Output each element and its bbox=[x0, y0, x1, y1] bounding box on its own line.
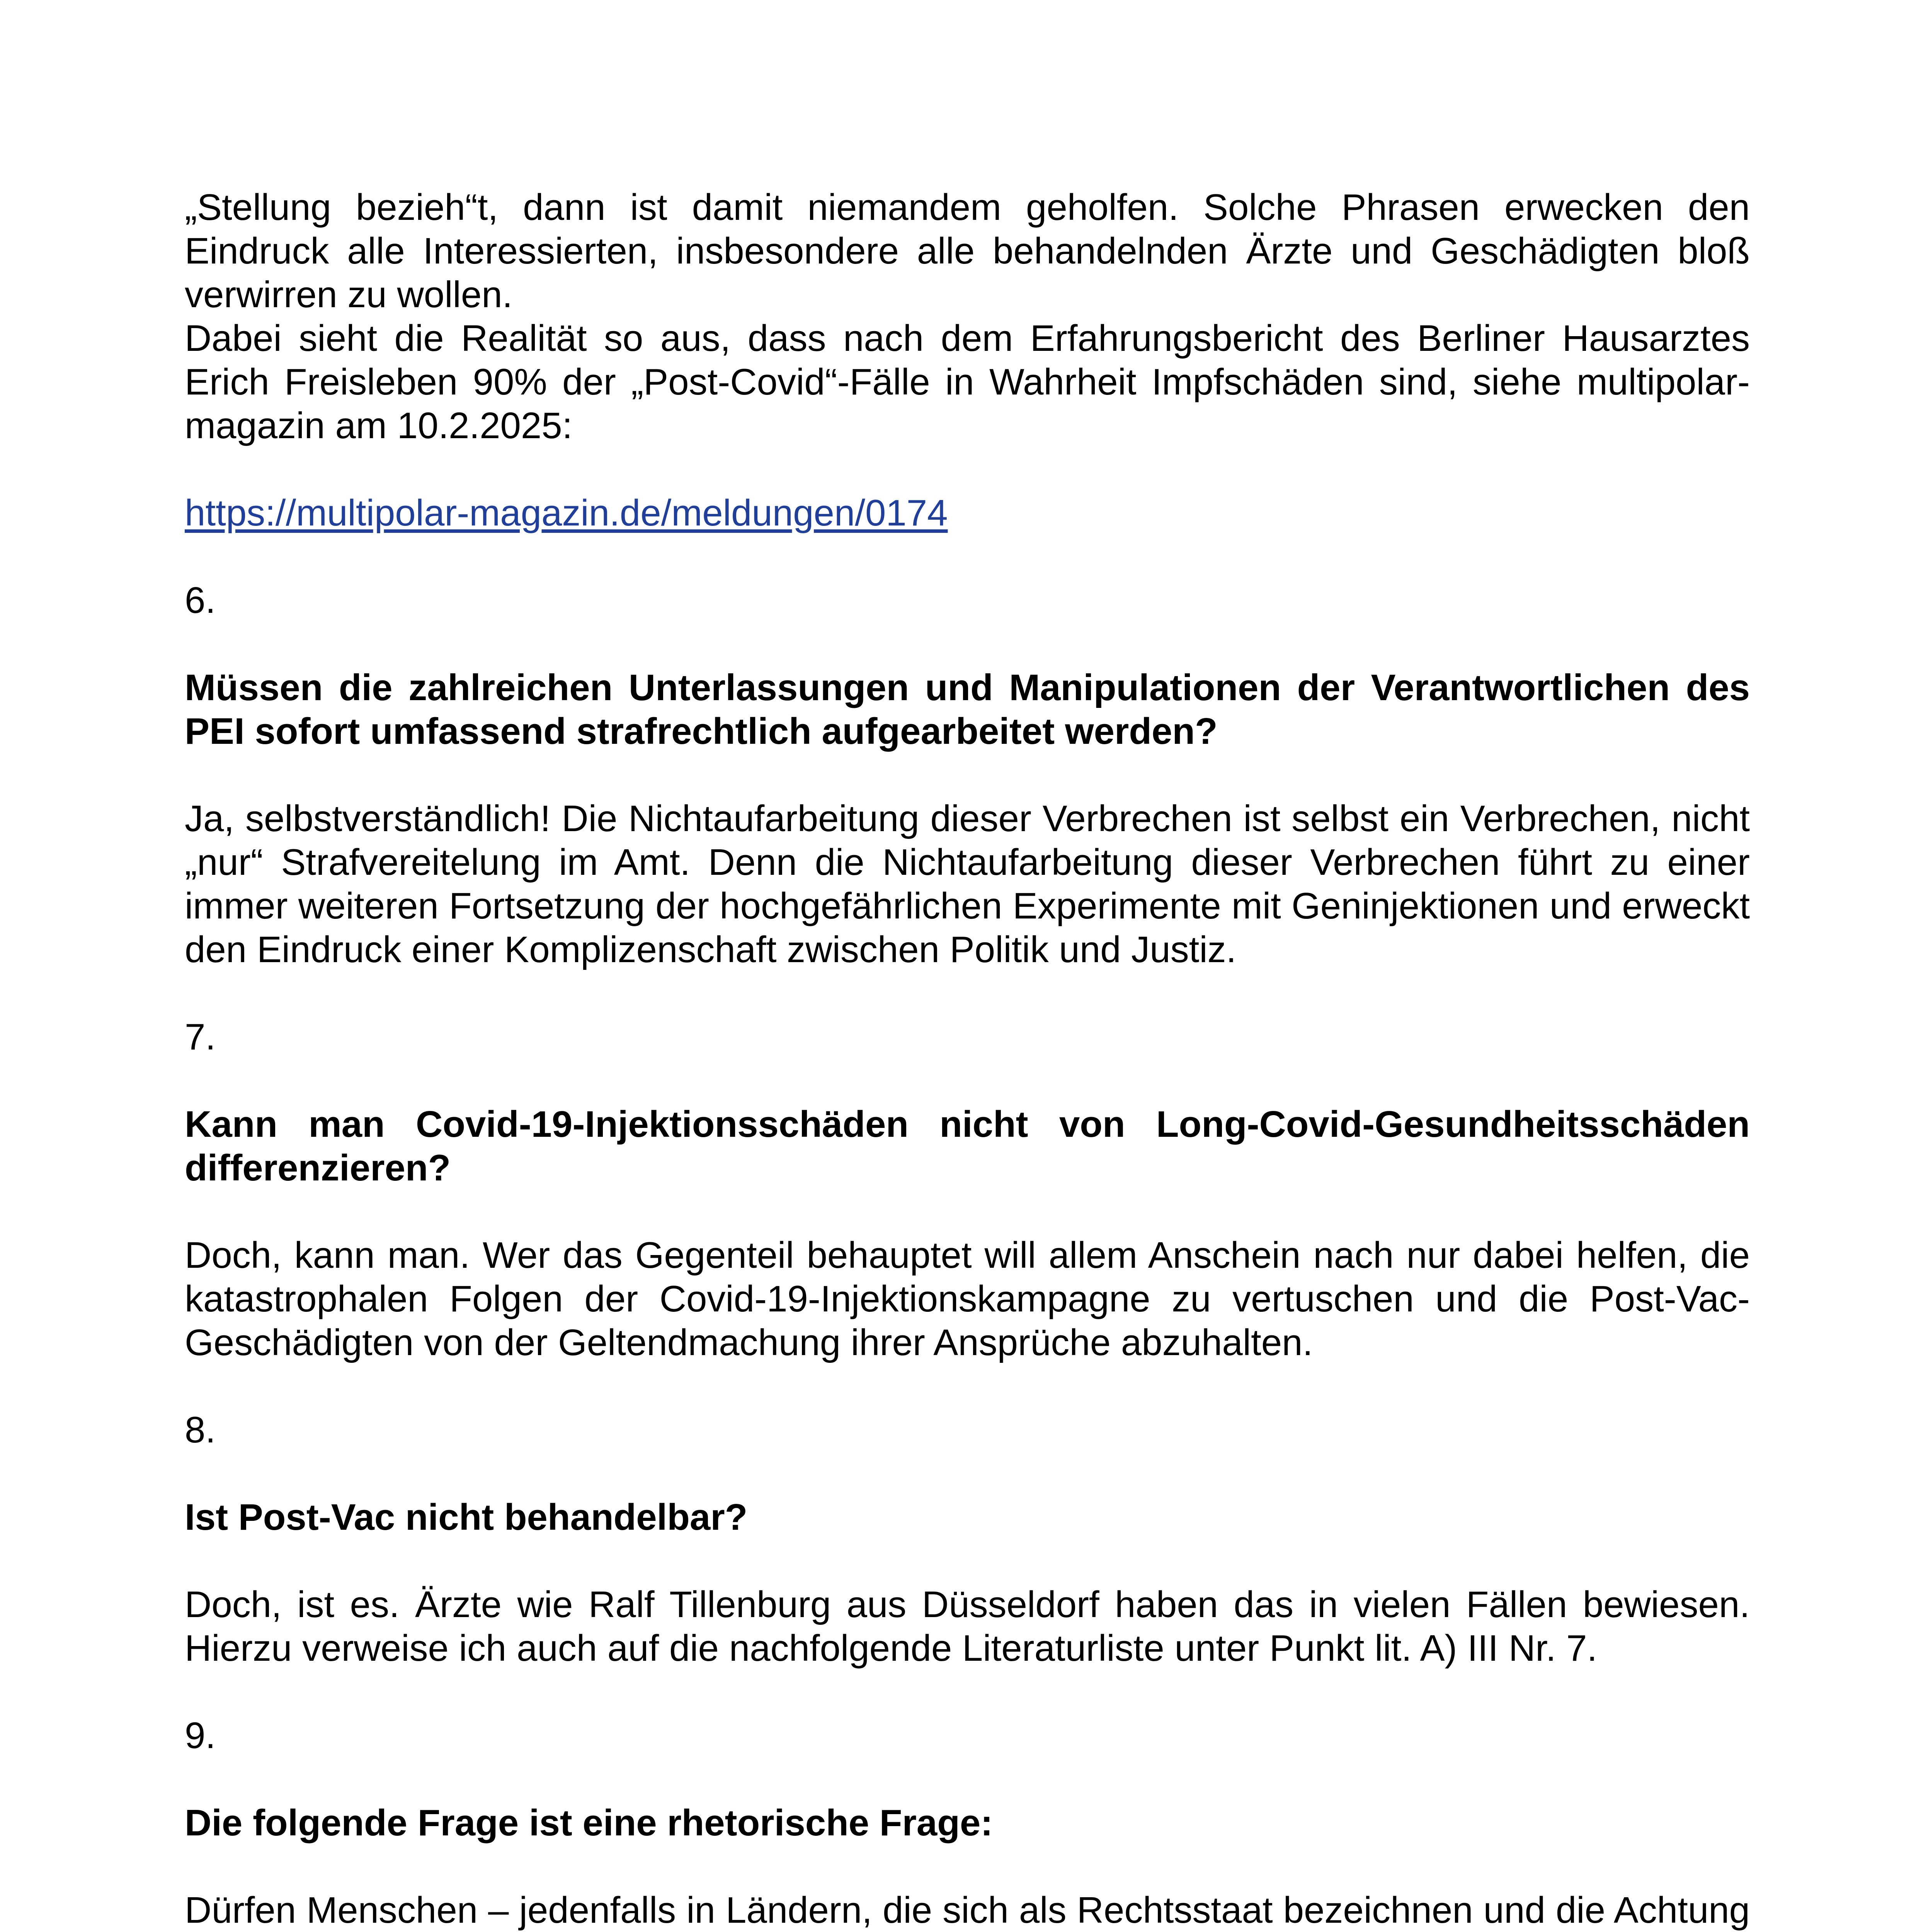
section-number-8: 8. bbox=[185, 1409, 216, 1451]
question-9: Die folgende Frage ist eine rhetorische Frage: bbox=[185, 1802, 993, 1844]
question-6: Müssen die zahlreichen Unterlassungen und Manipulationen der Verantwortlichen des PEI sofort umfassend strafrechtlich aufgearbeitet werden? bbox=[185, 667, 1750, 752]
section-number-7: 7. bbox=[185, 1016, 216, 1058]
question-7: Kann man Covid-19-Injektionsschäden nicht von Long-Covid-Gesundheitsschäden differenzieren? bbox=[185, 1104, 1750, 1189]
answer-7: Doch, kann man. Wer das Gegenteil behauptet will allem Anschein nach nur dabei helfen, die katastrophalen Folgen der Covid-19-Injektionskampagne zu vertuschen und die Post-Vac-Geschädigten von der Geltendmachung ihrer Ansprüche abzuhalten. bbox=[185, 1235, 1750, 1363]
reality-paragraph: Dabei sieht die Realität so aus, dass nach dem Erfahrungsbericht des Berliner Hausarztes Erich Freisleben 90% der „Post-Covid“-Fälle in Wahrheit Impfschäden sind, siehe multipolar-magazin am 10.2.2025: bbox=[185, 318, 1750, 446]
multipolar-link[interactable]: https://multipolar-magazin.de/meldungen/0174 bbox=[185, 492, 948, 534]
link-paragraph bbox=[185, 491, 1750, 535]
answer-6: Ja, selbstverständlich! Die Nichtaufarbeitung dieser Verbrechen ist selbst ein Verbrechen, nicht „nur“ Strafvereitelung im Amt. Denn die Nichtaufarbeitung dieser Verbrechen führt zu einer immer weiteren Fortsetzung der hochgefährlichen Experimente mit Geninjektionen und erweckt den Eindruck einer Komplizenschaft zwischen Politik und Justiz. bbox=[185, 798, 1750, 970]
page-body bbox=[185, 185, 1750, 1932]
intro-paragraph: „Stellung bezieh“t, dann ist damit niemandem geholfen. Solche Phrasen erwecken den Eindruck alle Interessierten, insbesondere alle behandelnden Ärzte und Geschädigten bloß verwirren zu wollen. bbox=[185, 187, 1750, 315]
section-number-9: 9. bbox=[185, 1715, 216, 1756]
question-8: Ist Post-Vac nicht behandelbar? bbox=[185, 1497, 748, 1538]
answer-9: Dürfen Menschen – jedenfalls in Ländern, die sich als Rechtsstaat bezeichnen und die Achtung bbox=[185, 1889, 1750, 1931]
answer-8: Doch, ist es. Ärzte wie Ralf Tillenburg aus Düsseldorf haben das in vielen Fällen bewiesen. Hierzu verweise ich auch auf die nachfolgende Literaturliste unter Punkt lit. A) III Nr. 7. bbox=[185, 1584, 1750, 1669]
section-number-6: 6. bbox=[185, 580, 216, 621]
